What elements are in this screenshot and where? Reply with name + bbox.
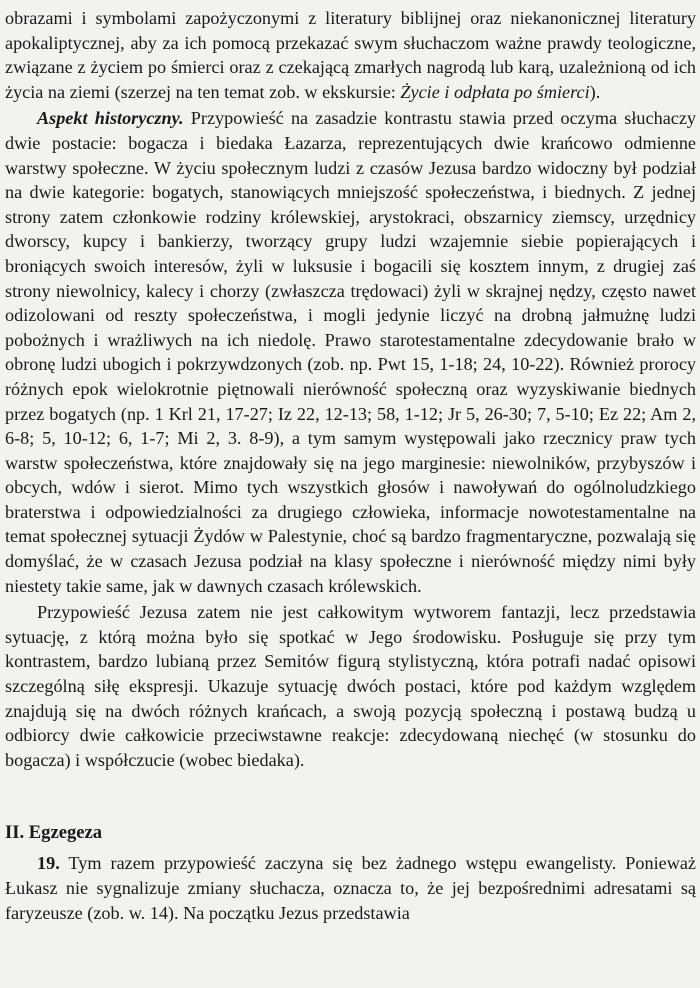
paragraph-verse-19	[5, 851, 696, 925]
verse-number: 19.	[37, 853, 60, 874]
section-heading: II. Egzegeza	[5, 822, 103, 844]
paragraph-intro	[5, 6, 696, 104]
intro-text: obrazami i symbolami zapożyczonymi z literatury biblijnej oraz niekanonicznej literatury apokaliptycznej, aby za ich pomocą przekazać swym słuchaczom ważne prawdy teologiczne, związane z życiem po śmierci oraz z czekającą zmarłych nagrodą lub karą, uzależnioną od ich życia na ziemi (szerzej na ten temat zob. w ekskursie:	[5, 8, 696, 102]
paragraph-parable-contrast	[5, 600, 696, 772]
historical-aspect-text: Przypowieść na zasadzie kontrastu stawia przed oczyma słuchaczy dwie postacie: bogacza i biedaka Łazarza, reprezentujących dwie krańcowo odmienne warstwy społeczne. W życiu społecznym ludzi z czasów Jezusa bardzo widoczny był podział na dwie kategorie: bogatych, stanowiących mniejszość społeczeństwa, i biednych. Z jednej strony zatem członkowie rodziny królewskiej, arystokraci, obszarnicy ziemscy, urzędnicy dworscy, kupcy i bankierzy, tworzący grupy ludzi wzajemnie siebie popierających i broniących swoich interesów, żyli w luksusie i bogacili się kosztem innym, z drugiej zaś strony niewolnicy, kalecy i chorzy (zwłaszcza trędowaci) żyli w skrajnej nędzy, często nawet odizolowani od reszty społeczeństwa, i mogli jedynie liczyć na drobną jałmużnę ludzi pobożnych i wrażliwych na ich niedolę. Prawo starotestamentalne zdecydowanie brało w obronę ludzi ubogich i pokrzywdzonych (zob. np. Pwt 15, 1-18; 24, 10-22). Również prorocy różnych epok wielokrotnie piętnowali nierówność społeczną oraz wyzyskiwanie biednych przez bogatych (np. 1 Krl 21, 17-27; Iz 22, 12-13; 58, 1-12; Jr 5, 26-30; 7, 5-10; Ez 22; Am 2, 6-8; 5, 10-12; 6, 1-7; Mi 2, 3. 8-9), a tym samym występowali jako rzecznicy praw tych warstw społeczeństwa, które znajdowały się na jego marginesie: niewolników, przybyszów i obcych, wdów i sierot. Mimo tych wszystkich głosów i nawoływań do ogólnoludzkiego braterstwa i odpowiedzialności za drugiego człowieka, informacje nowotestamentalne na temat społecznej sytuacji Żydów w Palestynie, choć są bardzo fragmentaryczne, pozwalają się domyślać, że w czasach Jezusa podział na klasy społeczne i nierówność między nimi były niestety takie same, jak w dawnych czasach królewskich.	[5, 108, 697, 596]
verse-19-text: Tym razem przypowieść zaczyna się bez żadnego wstępu ewangelisty. Ponieważ Łukasz nie sygnalizuje zmiany słuchacza, oznacza to, że jej bezpośrednimi adresatami są faryzeusze (zob. w. 14). Na początku Jezus przedstawia	[5, 853, 696, 923]
paragraph-historical-aspect	[5, 106, 696, 598]
excursus-title: Życie i odpłata po śmierci	[400, 81, 590, 102]
intro-end: ).	[589, 81, 601, 102]
parable-contrast-text: Przypowieść Jezusa zatem nie jest całkowitym wytworem fantazji, lecz przedstawia sytuację, z którą można było się spotkać w Jego środowisku. Posługuje się przy tym kontrastem, bardzo lubianą przez Semitów figurą stylistyczną, która potrafi nadać opisowi szczególną siłę ekspresji. Ukazuje sytuację dwóch postaci, które pod każdym względem znajdują się na dwóch różnych krańcach, a swoją pozycją społeczną i postawą budzą u odbiorcy dwie całkowicie przeciwstawne reakcje: zdecydowaną niechęć (w stosunku do bogacza) i współczucie (wobec biedaka).	[5, 602, 696, 770]
historical-aspect-lead: Aspekt historyczny.	[37, 108, 184, 129]
